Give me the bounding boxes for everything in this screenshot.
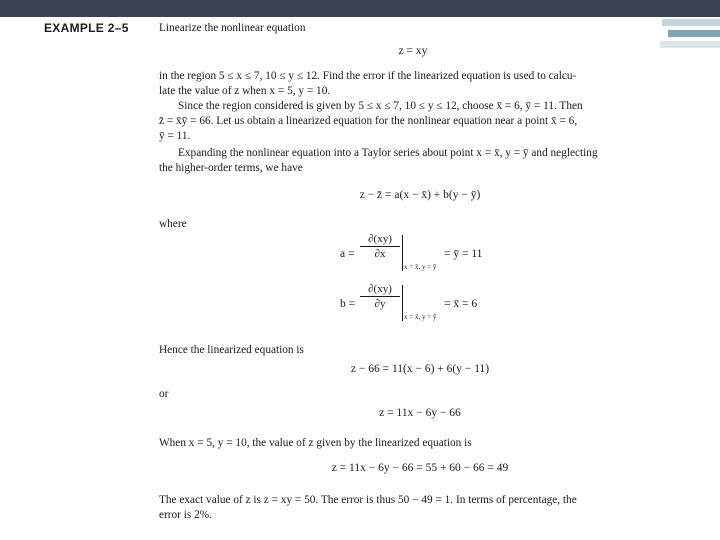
paragraph-1-line-1: in the region 5 ≤ x ≤ 7, 10 ≤ y ≤ 12. Find the error if the linearized equation is used to calcu- bbox=[159, 70, 577, 82]
fraction-bar bbox=[360, 296, 400, 297]
linearized-equation-1: z − 66 = 11(x − 6) + 6(y − 11) bbox=[350, 363, 490, 375]
when-text: When x = 5, y = 10, the value of z given by the linearized equation is bbox=[159, 437, 472, 449]
eq-a-rhs: = ȳ = 11 bbox=[444, 248, 483, 260]
eq-a-numerator: ∂(xy) bbox=[368, 233, 392, 245]
eq-b-fraction bbox=[360, 283, 400, 310]
eq-b-rhs: = x̄ = 6 bbox=[444, 298, 478, 310]
paragraph-3-line-2: the higher-order terms, we have bbox=[159, 162, 303, 174]
paragraph-3-line-1: Expanding the nonlinear equation into a Taylor series about point x = x̄, y = ȳ and neglecting bbox=[178, 147, 598, 159]
paragraph-2-line-2: z̄ = x̄ȳ = 66. Let us obtain a linearized equation for the nonlinear equation near a point x̄ = 6, bbox=[159, 115, 578, 127]
main-equation: z = xy bbox=[398, 45, 428, 57]
eq-a-fraction bbox=[360, 233, 400, 260]
example-label: EXAMPLE 2–5 bbox=[44, 21, 129, 35]
paragraph-2-line-1: Since the region considered is given by 5 ≤ x ≤ 7, 10 ≤ y ≤ 12, choose x̄ = 6, ȳ = 11. Then bbox=[178, 100, 583, 112]
paragraph-1-line-2: late the value of z when x = 5, y = 10. bbox=[159, 85, 331, 97]
where-label: where bbox=[159, 218, 187, 230]
eq-b-lhs: b = bbox=[340, 298, 356, 310]
top-bar bbox=[0, 0, 720, 17]
final-line-1: The exact value of z is z = xy = 50. The error is thus 50 − 49 = 1. In terms of percentage, the bbox=[159, 494, 577, 506]
paragraph-2-line-3: ȳ = 11. bbox=[159, 130, 191, 142]
evaluation-bar bbox=[402, 285, 403, 321]
evaluation-bar bbox=[402, 235, 403, 271]
eq-a-subscript: x = x̄, y = ȳ bbox=[404, 263, 437, 271]
taylor-equation: z − z̄ = a(x − x̄) + b(y − ȳ) bbox=[359, 189, 481, 201]
eq-a-denominator: ∂x bbox=[374, 248, 386, 260]
hence-text: Hence the linearized equation is bbox=[159, 344, 304, 356]
eq-b-subscript: x = x̄, y = ȳ bbox=[404, 313, 437, 321]
eq-b-numerator: ∂(xy) bbox=[368, 283, 392, 295]
value-equation: z = 11x − 6y − 66 = 55 + 60 − 66 = 49 bbox=[331, 462, 509, 474]
document-page bbox=[0, 17, 720, 540]
eq-b-denominator: ∂y bbox=[374, 298, 386, 310]
intro-text: Linearize the nonlinear equation bbox=[159, 22, 306, 34]
fraction-bar bbox=[360, 246, 400, 247]
eq-a-lhs: a = bbox=[340, 248, 355, 260]
final-line-2: error is 2%. bbox=[159, 509, 213, 521]
or-text: or bbox=[159, 388, 169, 400]
linearized-equation-2: z = 11x − 6y − 66 bbox=[379, 407, 461, 419]
